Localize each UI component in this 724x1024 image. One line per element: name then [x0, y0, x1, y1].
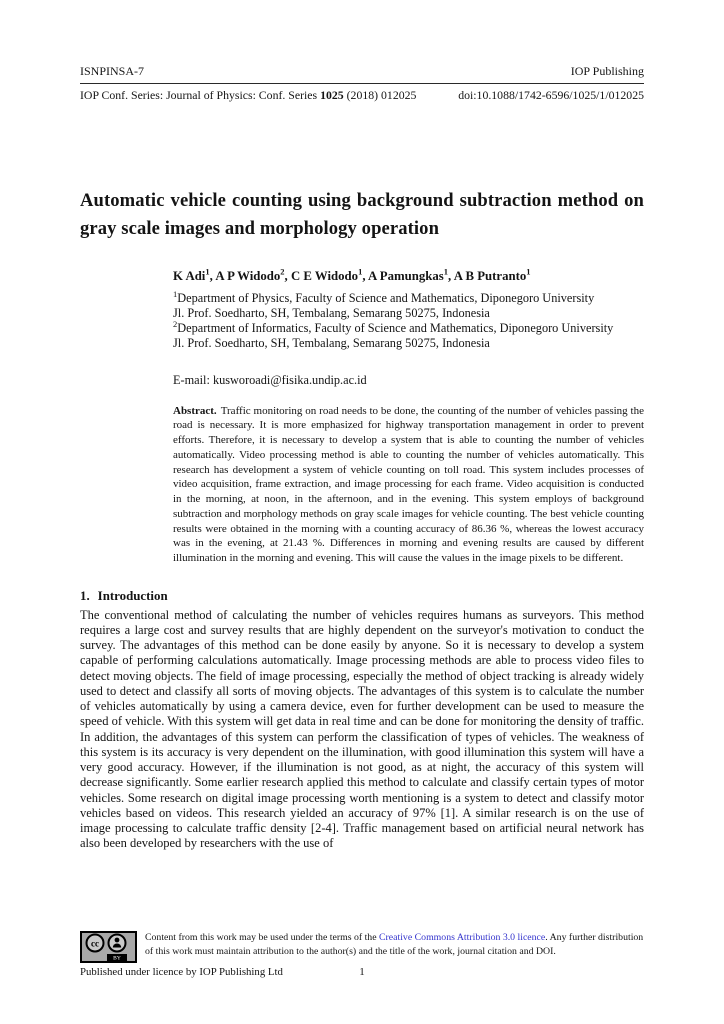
license-row: [80, 931, 644, 963]
publication-row: [80, 966, 644, 978]
author-name: A Pamungkas: [368, 268, 444, 283]
author-affiliation-mark: 1: [358, 266, 363, 277]
email-line: E-mail: kusworoadi@fisika.undip.ac.id: [173, 372, 367, 387]
affiliation-mark: 1: [173, 288, 178, 299]
paper-title: Automatic vehicle counting using background subtraction method on gray scale images and morphology operation: [80, 189, 644, 239]
affiliations: [173, 288, 644, 351]
license-text-after: . Any further distribution: [545, 932, 644, 943]
abstract: [173, 404, 644, 566]
abstract-label: Abstract.: [173, 404, 217, 417]
page-number: 1: [359, 966, 365, 978]
license-text: [145, 931, 643, 959]
journal-title: IOP Conf. Series: Journal of Physics: Conf. Series: [80, 87, 321, 102]
by-label: BY: [113, 955, 121, 962]
license-text-before: Content from this work may be used under the terms of the: [145, 932, 379, 943]
journal-reference: [80, 88, 416, 103]
license-line-2: of this work must maintain attribution to the author(s) and the title of the work, journal citation and DOI.: [145, 946, 556, 958]
cc-license-link[interactable]: Creative Commons Attribution 3.0 licence: [379, 932, 546, 943]
author-affiliation-mark: 1: [205, 266, 210, 277]
affiliation-line: Jl. Prof. Soedharto, SH, Tembalang, Semarang 50275, Indonesia: [173, 305, 490, 320]
journal-volume: 1025: [320, 87, 344, 102]
author-line: K Adi$^1$, A P Widodo$^2$, C E Widodo$^1$, A Pamungkas$^1$, A B Putranto$^1$: [173, 266, 531, 283]
affiliation-line: $^1$Department of Physics, Faculty of Science and Mathematics, Diponegoro University: [173, 288, 595, 305]
page-footer: [80, 931, 644, 978]
author-affiliation-mark: 1: [443, 266, 449, 277]
journal-issue: (2018) 012025: [343, 87, 417, 102]
affiliation-line: Jl. Prof. Soedharto, SH, Tembalang, Semarang 50275, Indonesia: [173, 335, 490, 350]
author-name: K Adi: [173, 268, 206, 283]
author-name: A P Widodo: [215, 268, 281, 283]
author-name: C E Widodo: [290, 268, 359, 283]
running-header: [80, 64, 644, 84]
section-body: The conventional method of calculating the number of vehicles requires humans as surveyors. This method requires a large cost and survey results that are highly dependent on the surveyor's motivation to conduct the survey. The advantages of this method can be done easily by anyone. So it is necessary to develop a system capable of performing calculations automatically. Image processing methods are able to process video files to detect moving objects. The field of image processing, especially the method of object tracking is already widely used to detect and classify all sorts of moving objects. The advantages of this system is to calculate the number of vehicles automatically by using a camera device, even for further development can be used to measure the speed of vehicle. With this system will get data in real time and can be done for monitoring the density of traffic. In addition, the advantages of this system can perform the classification of types of vehicles. The weakness of this system is its accuracy is very dependent on the illumination, with good illumination this system will have a very good accuracy. However, if the illumination is not good, as at night, the accuracy of this system will decrease significantly. Some earlier research applied this method to calculate and classify certain types of motor vehicles. Some research on digital image processing worth mentioning is a system to detect and classify motor vehicles based on videos. This research yielded an accuracy of 97% [1]. A similar research is on the use of image processing to calculate traffic density [2-4]. Traffic management based on artificial neural network has also been developed by researchers with the use of: [80, 607, 644, 851]
citation-line: [80, 88, 644, 103]
cc-by-badge-icon: [80, 931, 137, 963]
abstract-text: Traffic monitoring on road needs to be done, the counting of the number of vehicles passing the road is necessary. It is more emphasized for highway transportation management in order to prevent efforts. Therefore, it is necessary to develop a system that is able to counting the number of vehicles automatically. Video processing method is able to counting the number of vehicles automatically. This research has development a system of vehicle counting on toll road. This system includes processes of video acquisition, frame extraction, and image processing for each frame. Video acquisition is conducted in the morning, at noon, in the afternoon, and in the evening. This system employs of background subtraction and morphology methods on gray scale images for vehicle counting. The best vehicle counting results were obtained in the morning with a counting accuracy of 86.36 %, whereas the lowest accuracy was in the evening, at 21.43 %. Differences in morning and evening results are caused by different illumination in the morning and evening. This will cause the values in the image pixels to be different.: [173, 404, 644, 565]
affiliation-mark: 2: [173, 318, 178, 329]
publisher-name: IOP Publishing: [570, 64, 644, 78]
published-under-licence: Published under licence by IOP Publishing Ltd: [80, 966, 283, 978]
conference-name: ISNPINSA-7: [80, 64, 145, 78]
author-affiliation-mark: 2: [280, 266, 285, 277]
license-line-1: [145, 931, 643, 945]
section-title: Introduction: [97, 588, 168, 603]
author-name: A B Putranto: [453, 268, 527, 283]
cc-glyph: cc: [91, 938, 99, 949]
section-heading: [80, 588, 644, 605]
section-number: 1.: [80, 588, 90, 603]
doi-text: doi:10.1088/1742-6596/1025/1/012025: [458, 87, 644, 102]
affiliation-line: $^2$Department of Informatics, Faculty of Science and Mathematics, Diponegoro University: [173, 318, 614, 335]
author-affiliation-mark: 1: [526, 266, 531, 277]
